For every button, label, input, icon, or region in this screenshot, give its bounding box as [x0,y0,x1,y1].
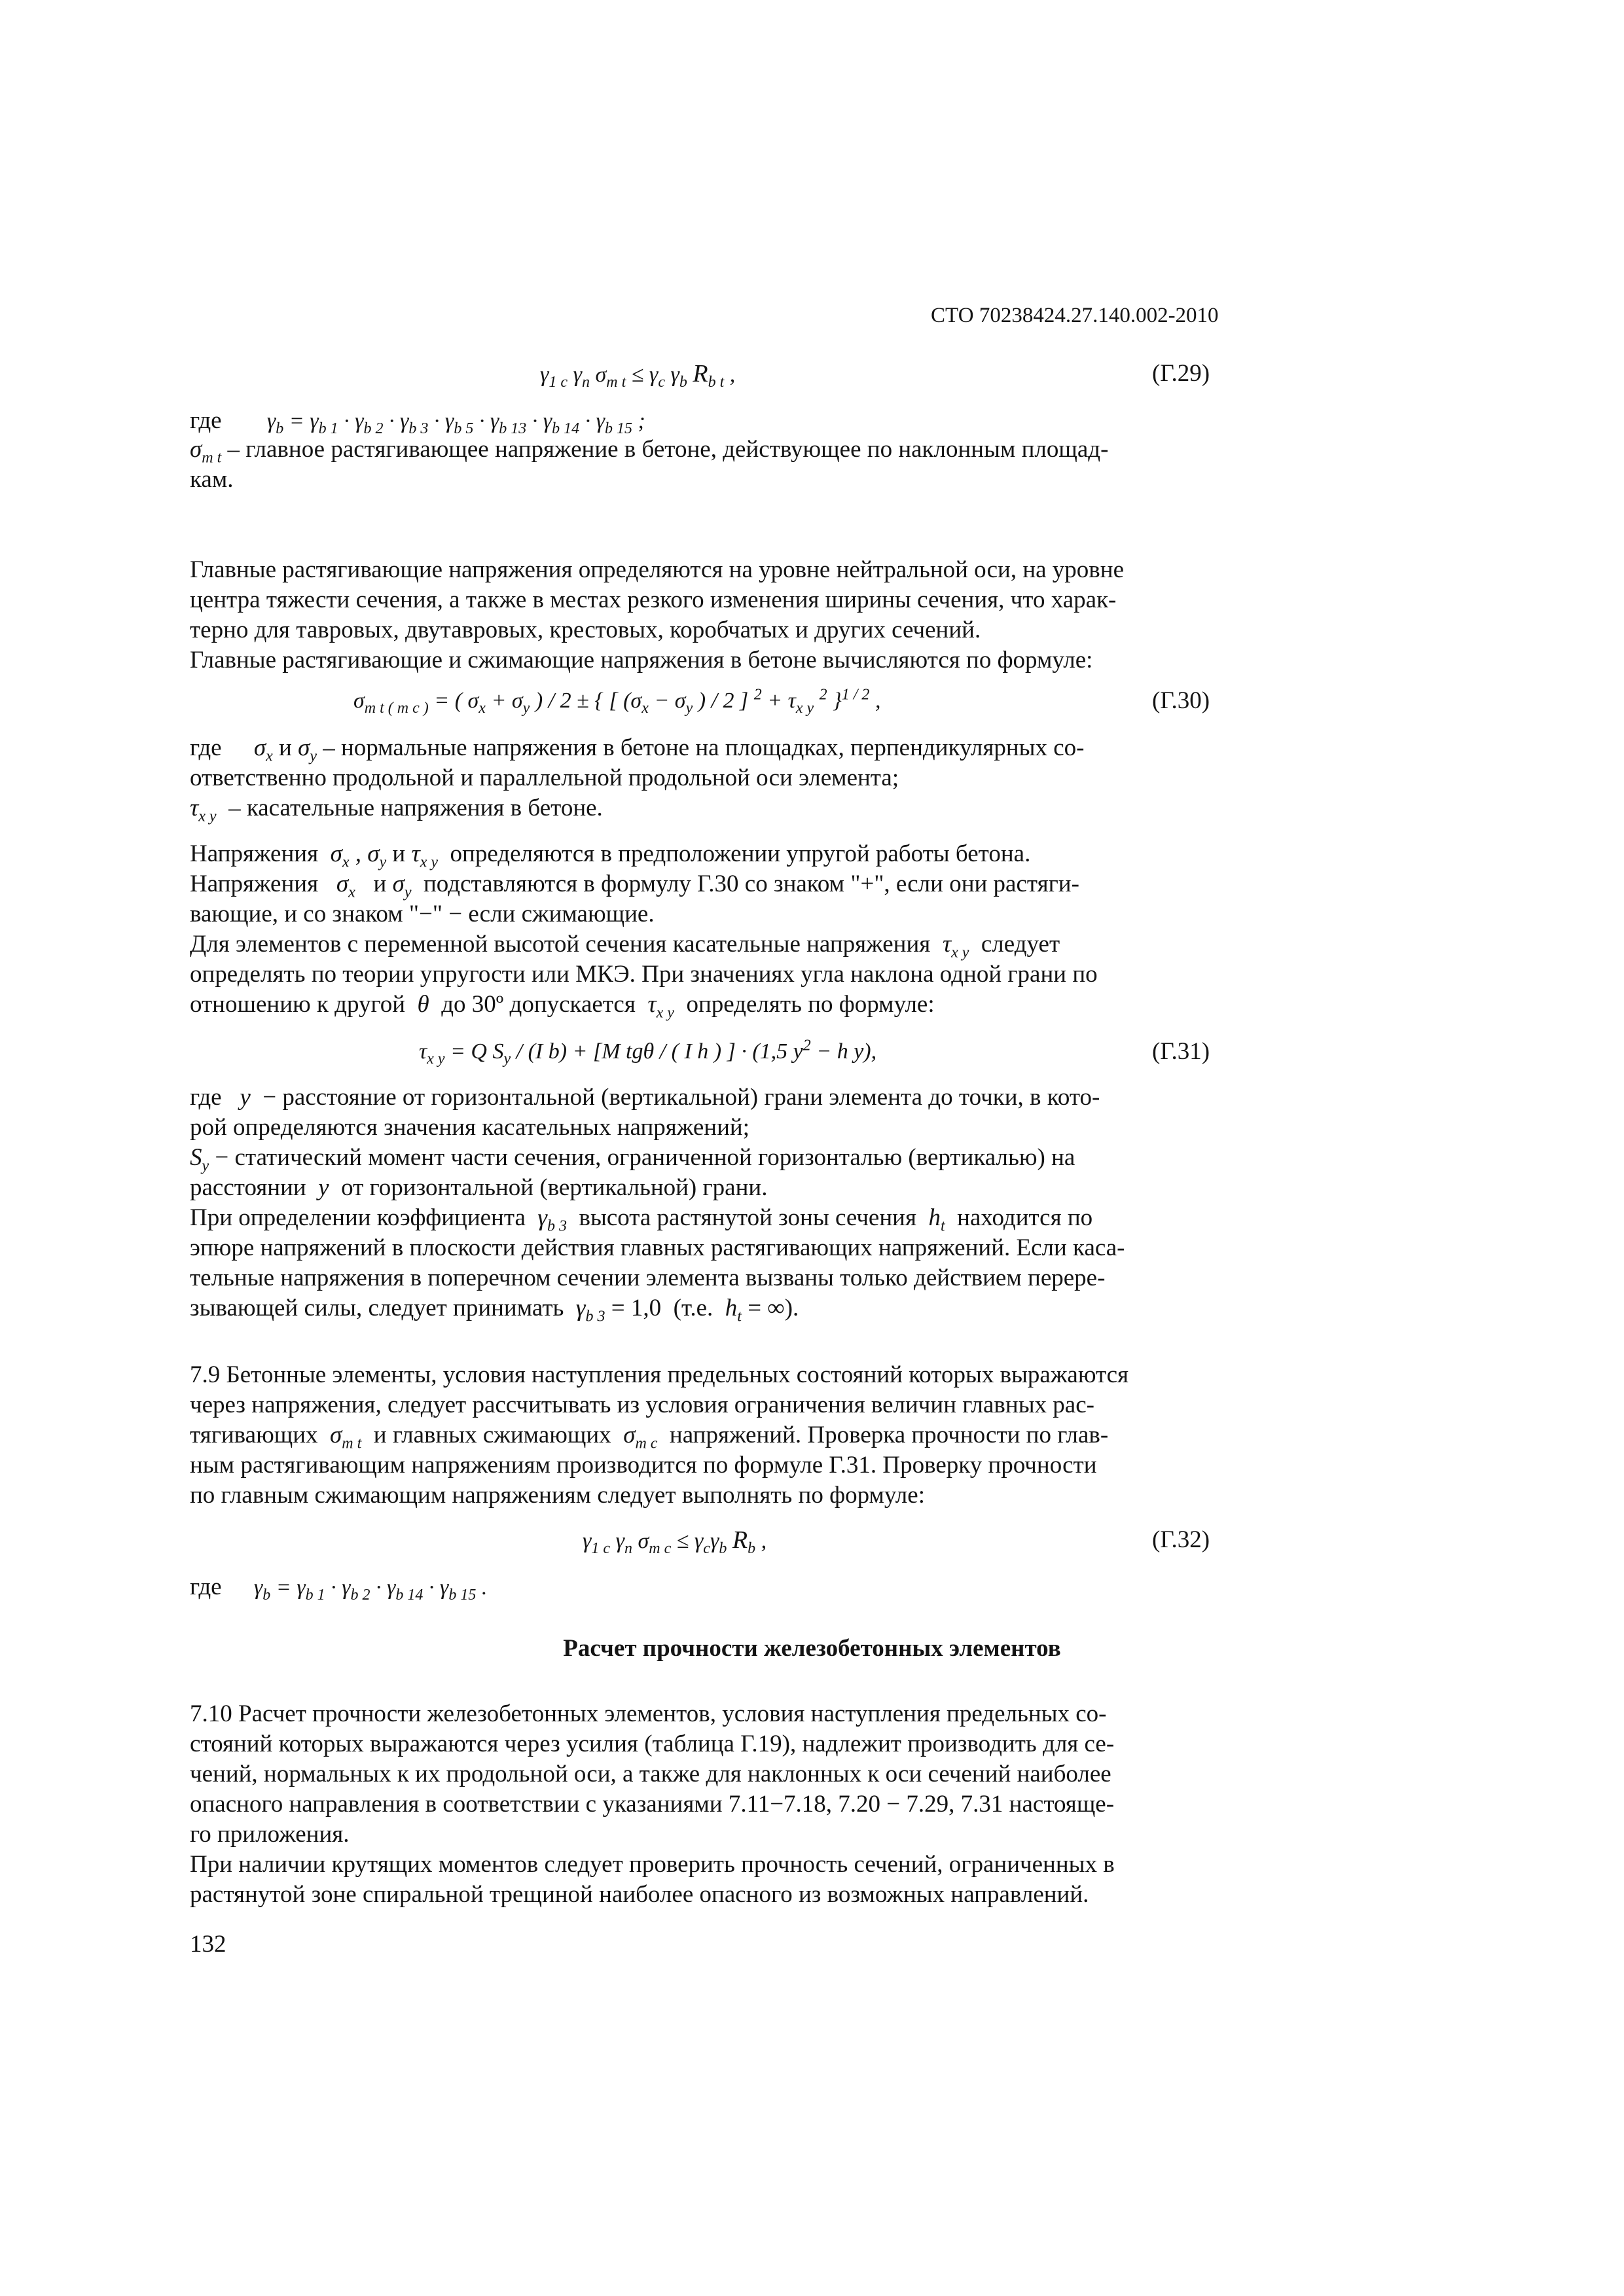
section-heading: Расчет прочности железобетонных элементов [563,1635,1061,1662]
document-code: СТО 70238424.27.140.002-2010 [931,304,1219,327]
paragraph-line: определять по теории упругости или МКЭ. При значениях угла наклона одной грани по [190,961,1098,988]
equation-number-g32: (Г.32) [1152,1526,1210,1553]
equation-number-g30: (Г.30) [1152,687,1210,714]
paragraph-line: расстоянии y от горизонтальной (вертикальной) грани. [190,1174,768,1201]
paragraph-line: эпюре напряжений в плоскости действия главных растягивающих напряжений. Если каса- [190,1234,1125,1261]
paragraph-line: вающие, и со знаком "−" − если сжимающие. [190,901,655,927]
paragraph-line: через напряжения, следует рассчитывать из условия ограничения величин главных рас- [190,1391,1094,1418]
where-g30: где $\sigma_x$ и $\sigma_y$ – нормальные напряжения в бетоне на площадках, перпендикулярных со- [190,734,1085,765]
paragraph-line: рой определяются значения касательных напряжений; [190,1114,749,1141]
paragraph-line: тельные напряжения в поперечном сечении элемента вызваны только действием перере- [190,1265,1106,1291]
paragraph-line: го приложения. [190,1821,350,1848]
equation-number-g29: (Г.29) [1152,360,1210,387]
paragraph-line: Напряжения $\sigma_x$ и $\sigma_y$ подставляются в формулу Г.30 со знаком "+", если они растяги- [190,870,1079,901]
paragraph-line: тягивающих $\sigma_{m t}$ и главных сжимающих $\sigma_{m c}$ напряжений. Проверка прочности по глав- [190,1422,1109,1452]
paragraph-line: При наличии крутящих моментов следует проверить прочность сечений, ограниченных в [190,1851,1115,1878]
where-word: где [190,407,222,434]
paragraph-line: стояний которых выражаются через усилия (таблица Г.19), надлежит производить для се- [190,1731,1115,1757]
page-number: 132 [190,1931,226,1958]
paragraph-line: Главные растягивающие и сжимающие напряжения в бетоне вычисляются по формуле: [190,647,1093,673]
where-g32: где $\gamma_b = \gamma_{b 1} \cdot \gamma_{b 2} \cdot \gamma_{b 14} \cdot \gamma_{b 15}$ . [190,1573,488,1604]
paragraph-line: растянутой зоне спиральной трещиной наиболее опасного из возможных направлений. [190,1881,1089,1908]
equation-g30: $\sigma_{m t ( m c )}$ = ( $\sigma_x + \sigma_y$ ) / 2 ± { [ ($\sigma_x - \sigma_y$ ) / 2 ] $^2 + \tau_{x y}$ $^2$ }$^{1 / 2}$ , [353,686,881,717]
sy-definition: $S_y$ − статический момент части сечения, ограниченной горизонталью (вертикалью) на [190,1144,1075,1175]
paragraph-line: по главным сжимающим напряжениям следует выполнять по формуле: [190,1482,925,1509]
paragraph-line: 7.10 Расчет прочности железобетонных элементов, условия наступления предельных со- [190,1700,1107,1727]
sigma-mt-definition-cont: кам. [190,466,234,493]
paragraph-line: терно для тавровых, двутавровых, крестовых, коробчатых и других сечений. [190,617,981,643]
paragraph-line: опасного направления в соответствии с указаниями 7.11−7.18, 7.20 − 7.29, 7.31 настояще- [190,1791,1115,1818]
paragraph-line: Для элементов с переменной высотой сечения касательные напряжения $\tau_{x y}$ следует [190,931,1060,961]
where-g30-cont: ответственно продольной и параллельной продольной оси элемента; [190,764,899,791]
equation-g29: $\gamma_{1 c}$ $\gamma_n$ $\sigma_{m t} \le \gamma_c$ $\gamma_b$ $R_{b t}$ , [540,360,736,391]
paragraph-line: 7.9 Бетонные элементы, условия наступления предельных состояний которых выражаются [190,1361,1129,1388]
paragraph-line: Напряжения $\sigma_x$ , $\sigma_y$ и $\tau_{x y}$ определяются в предположении упругой работы бетона. [190,840,1031,871]
sigma-mt-definition: $\sigma_{m t}$ – главное растягивающее напряжение в бетоне, действующее по наклонным площад- [190,436,1109,467]
paragraph-line: ным растягивающим напряжениям производится по формуле Г.31. Проверку прочности [190,1452,1097,1479]
equation-g32: $\gamma_{1 c}$ $\gamma_n$ $\sigma_{m c} \le \gamma_c\gamma_b$ $R_b$ , [583,1526,767,1557]
paragraph-line: чений, нормальных к их продольной оси, а также для наклонных к оси сечений наиболее [190,1761,1111,1787]
paragraph-line: Главные растягивающие напряжения определяются на уровне нейтральной оси, на уровне [190,556,1124,583]
equation-number-g31: (Г.31) [1152,1038,1210,1065]
paragraph-line: зывающей силы, следует принимать $\gamma_{b 3} = 1,0$ (т.е. $h_t$ = ∞). [190,1295,799,1325]
paragraph-line: При определении коэффициента $\gamma_{b 3}$ высота растянутой зоны сечения $h_t$ находится по [190,1204,1093,1235]
equation-g31: $\tau_{x y} = Q$ $S_y / (I$ b) + [M tgθ / ( I h ) ] · (1,5 $y^2 - h$ y), [419,1037,877,1067]
paragraph-line: отношению к другой θ до 30º допускается $\tau_{x y}$ определять по формуле: [190,991,935,1022]
tau-definition: $\tau_{x y}$ – касательные напряжения в бетоне. [190,795,603,825]
where-g29: где $\gamma_b = \gamma_{b 1} \cdot \gamma_{b 2} \cdot \gamma_{b 3} \cdot \gamma_{b 5} \cdot \gamma_{b 13} \cdot \gamma_{b 14} \cdot \gamma_{b 15}$ ; [190,407,645,437]
where-g31: где y − расстояние от горизонтальной (вертикальной) грани элемента до точки, в кото- [190,1084,1100,1111]
paragraph-line: центра тяжести сечения, а также в местах резкого изменения ширины сечения, что харак- [190,586,1117,613]
